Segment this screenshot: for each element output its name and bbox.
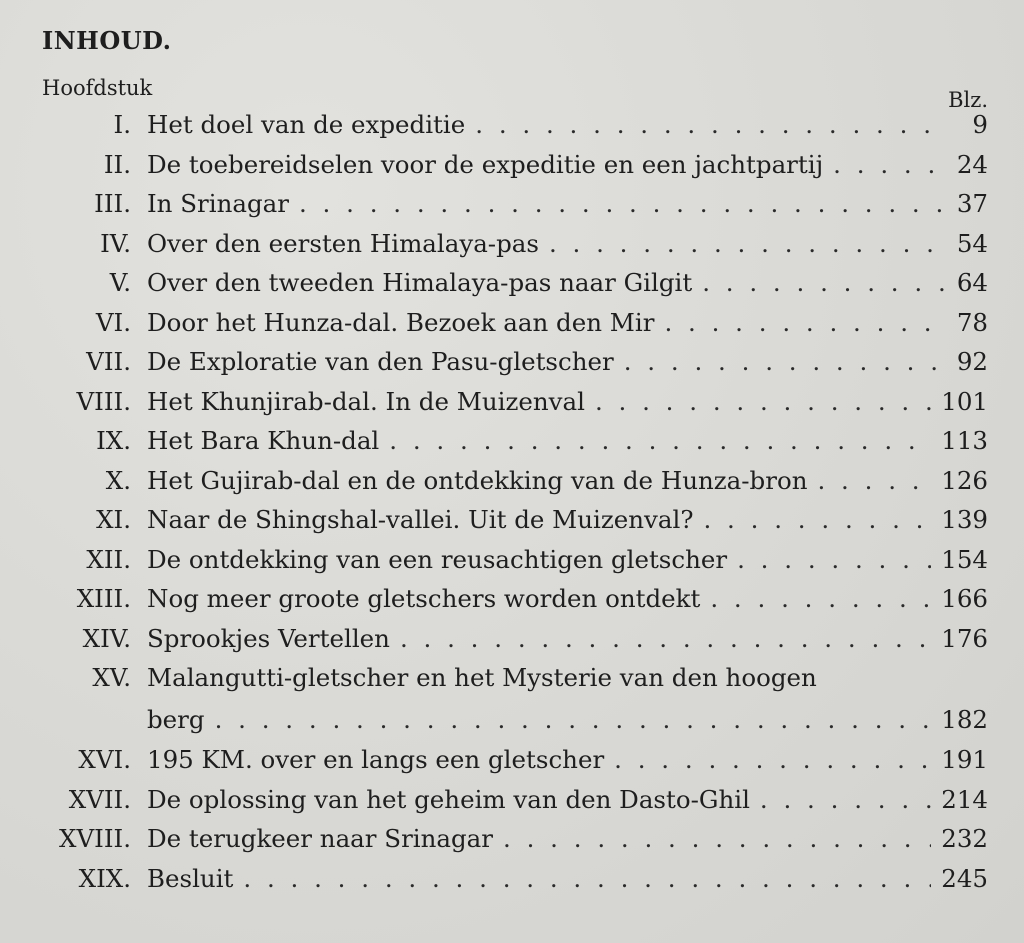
toc-entry <box>0 584 1024 624</box>
page-number: 37 <box>956 189 988 218</box>
toc-entry <box>0 663 1024 745</box>
chapter-title: Sprookjes Vertellen <box>147 623 390 653</box>
chapter-title: Over den eersten Himalaya-pas <box>147 228 539 258</box>
chapter-number: XIV. <box>82 623 131 653</box>
page-number: 64 <box>956 268 988 297</box>
chapter-number: VII. <box>86 347 131 376</box>
chapter-title-continuation-line <box>147 705 988 734</box>
dot-leader <box>710 584 931 613</box>
chapter-title: 195 KM. over en langs een gletscher <box>147 745 605 774</box>
toc-entry <box>0 624 1024 664</box>
toc-entry <box>0 864 1024 904</box>
dot-leader <box>833 150 947 179</box>
chapter-number: XIII. <box>76 584 131 613</box>
toc-entry <box>0 545 1024 585</box>
toc-entry-line <box>147 864 988 893</box>
toc-entry <box>0 229 1024 269</box>
toc-entry <box>0 268 1024 308</box>
chapter-number: X. <box>105 465 131 495</box>
page-number: 214 <box>941 784 988 814</box>
dot-leader <box>817 466 931 495</box>
dot-leader <box>215 705 932 734</box>
toc-entry <box>0 785 1024 825</box>
chapter-number: XVI. <box>78 745 131 774</box>
toc-entry <box>0 189 1024 229</box>
toc-entry-line <box>147 545 988 574</box>
dot-leader <box>475 110 948 139</box>
toc-entry <box>0 308 1024 348</box>
toc-entry-line <box>147 505 988 534</box>
chapter-number: I. <box>113 110 131 139</box>
toc-entry <box>0 387 1024 427</box>
toc-entry-line <box>147 308 988 337</box>
toc-entry-line <box>147 745 988 774</box>
toc-entry <box>0 745 1024 785</box>
chapter-number: VIII. <box>76 386 131 416</box>
chapter-title-continuation: berg <box>147 705 205 734</box>
page-number: 166 <box>941 584 988 613</box>
page-title: INHOUD. <box>42 26 172 55</box>
toc-entry <box>0 110 1024 150</box>
chapter-title: Door het Hunza-dal. Bezoek aan den Mir <box>147 307 655 337</box>
page-number: 101 <box>941 386 988 416</box>
chapter-title: Het Bara Khun-dal <box>147 426 380 455</box>
toc-entry-line <box>147 150 988 179</box>
chapter-number: III. <box>94 189 131 218</box>
page-number: 92 <box>956 347 988 376</box>
chapter-title: Besluit <box>147 863 234 893</box>
page-number: 232 <box>941 824 988 853</box>
page-number: 139 <box>941 505 988 534</box>
chapter-number: XVIII. <box>59 824 131 853</box>
toc-entry <box>0 466 1024 506</box>
toc-entry <box>0 824 1024 864</box>
dot-leader <box>614 745 931 774</box>
chapter-number: IX. <box>96 426 131 455</box>
toc-entry-line <box>147 347 988 376</box>
toc-entry-line <box>147 387 988 416</box>
page-number: 78 <box>956 307 988 337</box>
chapter-title: Over den tweeden Himalaya-pas naar Gilgit <box>147 268 693 297</box>
toc-entry <box>0 426 1024 466</box>
dot-leader <box>664 308 946 337</box>
dot-leader <box>624 347 947 376</box>
chapter-title: De terugkeer naar Srinagar <box>147 824 494 853</box>
chapter-number: XI. <box>96 505 131 534</box>
toc-entry-line <box>147 584 988 613</box>
toc-entry-line <box>147 426 988 455</box>
chapter-number: II. <box>103 149 131 179</box>
chapter-title: De oplossing van het geheim van den Dasto-Ghil <box>147 784 750 814</box>
chapter-number: XV. <box>92 663 131 692</box>
dot-leader <box>737 545 931 574</box>
dot-leader <box>243 864 931 893</box>
page-number: 126 <box>941 465 988 495</box>
page-column-header: Blz. <box>948 88 988 112</box>
page-number: 245 <box>941 863 988 893</box>
dot-leader <box>549 229 947 258</box>
chapter-number: V. <box>109 268 131 297</box>
toc-entry-line <box>147 824 988 853</box>
chapter-number: IV. <box>100 228 131 258</box>
chapter-number: XII. <box>86 544 131 574</box>
toc-list <box>0 110 1024 903</box>
chapter-number: XVII. <box>68 784 131 814</box>
chapter-title: Het doel van de expeditie <box>147 110 466 139</box>
page-number: 9 <box>972 110 988 139</box>
toc-entry <box>0 505 1024 545</box>
chapter-title: Nog meer groote gletschers worden ontdekt <box>147 584 701 613</box>
dot-leader <box>703 505 931 534</box>
chapter-title: De Exploratie van den Pasu-gletscher <box>147 347 614 376</box>
toc-entry-line <box>147 624 988 653</box>
chapter-title: De ontdekking van een reusachtigen gletscher <box>147 544 728 574</box>
page-number: 176 <box>941 623 988 653</box>
toc-entry-line <box>147 785 988 814</box>
chapter-title: In Srinagar <box>147 189 289 218</box>
toc-entry-line <box>147 466 988 495</box>
page-number: 191 <box>941 745 988 774</box>
chapter-number: XIX. <box>78 863 131 893</box>
chapter-title: Naar de Shingshal-vallei. Uit de Muizenval? <box>147 505 694 534</box>
dot-leader <box>702 268 947 297</box>
page-number: 54 <box>956 228 988 258</box>
dot-leader <box>389 426 931 455</box>
page-number: 113 <box>941 426 988 455</box>
chapter-column-header: Hoofdstuk <box>42 76 153 100</box>
dot-leader <box>299 189 947 218</box>
toc-entry-line <box>147 189 988 218</box>
chapter-title: De toebereidselen voor de expeditie en een jachtpartij <box>147 149 824 179</box>
dot-leader <box>503 824 931 853</box>
dot-leader <box>400 624 931 653</box>
chapter-title: Het Khunjirab-dal. In de Muizenval <box>147 386 585 416</box>
page-number: 154 <box>941 544 988 574</box>
dot-leader <box>595 387 931 416</box>
page-number: 24 <box>956 149 988 179</box>
dot-leader <box>760 785 931 814</box>
page-number: 182 <box>941 705 988 734</box>
toc-entry-line <box>147 229 988 258</box>
toc-entry-line <box>147 268 988 297</box>
toc-entry <box>0 150 1024 190</box>
toc-entry <box>0 347 1024 387</box>
chapter-title: Malangutti-gletscher en het Mysterie van den hoogen <box>147 663 817 692</box>
toc-entry-line <box>147 110 988 139</box>
chapter-number: VI. <box>95 307 131 337</box>
chapter-title: Het Gujirab-dal en de ontdekking van de Hunza-bron <box>147 465 808 495</box>
